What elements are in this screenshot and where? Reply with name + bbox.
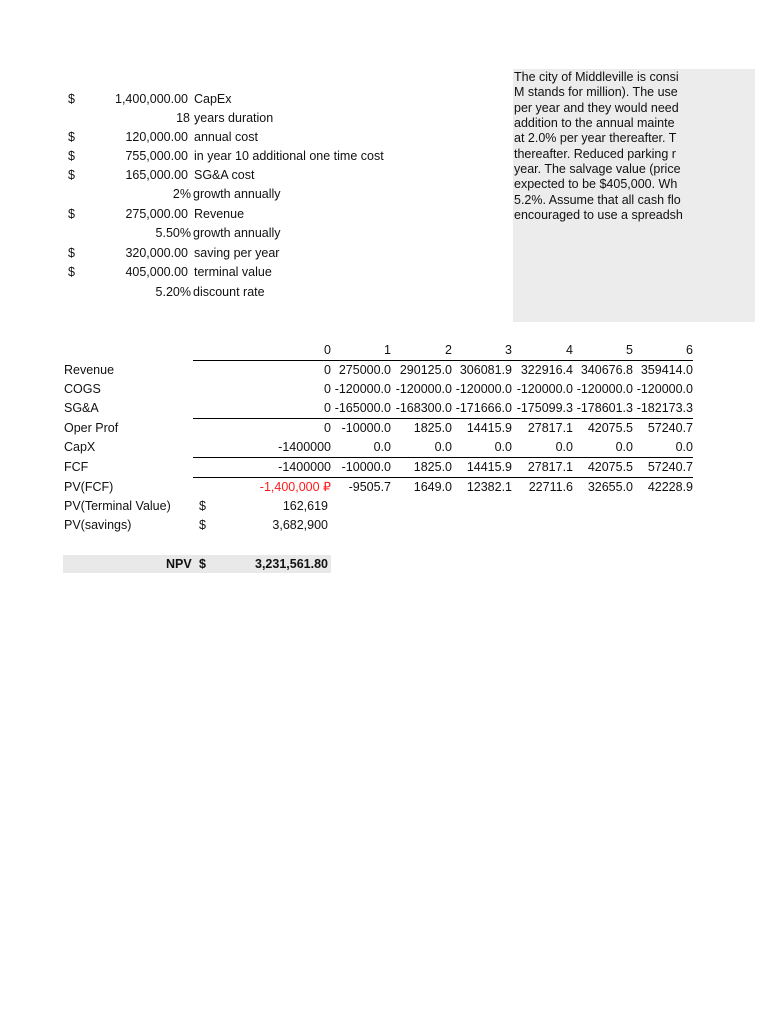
table-cell: 359414.0 bbox=[640, 363, 693, 377]
assumption-currency: $ bbox=[68, 265, 75, 279]
table-cell: 14415.9 bbox=[466, 421, 512, 435]
assumption-amount: 5.20% bbox=[155, 285, 191, 299]
assumption-label: SG&A cost bbox=[194, 168, 255, 182]
assumption-currency: $ bbox=[68, 207, 75, 221]
assumption-amount: 165,000.00 bbox=[125, 168, 188, 182]
table-cell: 322916.4 bbox=[520, 363, 573, 377]
table-cell: 0.0 bbox=[675, 440, 693, 454]
table-cell: -1400000 bbox=[278, 440, 331, 454]
table-cell: 0 bbox=[324, 421, 331, 435]
row-label: PV(savings) bbox=[64, 518, 132, 532]
table-cell: -120000.0 bbox=[334, 382, 391, 396]
note-line: The city of Middleville is consi bbox=[514, 70, 679, 84]
assumption-label: terminal value bbox=[194, 265, 272, 279]
pv-terminal-value: 162,619 bbox=[282, 499, 328, 513]
assumption-currency: $ bbox=[68, 246, 75, 260]
table-cell: 340676.8 bbox=[580, 363, 633, 377]
year-header: 3 bbox=[505, 343, 512, 357]
assumption-label: growth annually bbox=[193, 187, 281, 201]
table-cell: 1825.0 bbox=[413, 421, 452, 435]
pv-savings-value: 3,682,900 bbox=[272, 518, 328, 532]
note-line: thereafter. Reduced parking r bbox=[514, 147, 676, 161]
year-header: 0 bbox=[324, 343, 331, 357]
table-cell: 0.0 bbox=[373, 440, 391, 454]
assumption-amount: 275,000.00 bbox=[125, 207, 188, 221]
table-cell: 0 bbox=[324, 363, 331, 377]
assumption-amount: 120,000.00 bbox=[125, 130, 188, 144]
row-label: FCF bbox=[64, 460, 89, 474]
note-line: addition to the annual mainte bbox=[514, 116, 675, 130]
assumption-label: Revenue bbox=[194, 207, 245, 221]
npv-label: NPV bbox=[166, 557, 192, 571]
npv-currency: $ bbox=[199, 557, 206, 571]
table-cell: -120000.0 bbox=[576, 382, 633, 396]
table-cell: 42228.9 bbox=[647, 480, 693, 494]
assumption-label: in year 10 additional one time cost bbox=[194, 149, 384, 163]
row-label: PV(FCF) bbox=[64, 480, 114, 494]
assumption-label: discount rate bbox=[193, 285, 265, 299]
assumption-amount: 1,400,000.00 bbox=[115, 92, 188, 106]
assumption-label: annual cost bbox=[194, 130, 258, 144]
table-cell: 0.0 bbox=[494, 440, 512, 454]
note-line: encouraged to use a spreadsh bbox=[514, 208, 683, 222]
assumption-currency: $ bbox=[68, 130, 75, 144]
table-cell: 0.0 bbox=[434, 440, 452, 454]
table-cell: -9505.7 bbox=[348, 480, 391, 494]
table-cell: -120000.0 bbox=[455, 382, 512, 396]
note-line: M stands for million). The use bbox=[514, 85, 678, 99]
table-cell: -165000.0 bbox=[334, 401, 391, 415]
table-cell: 290125.0 bbox=[399, 363, 452, 377]
assumption-currency: $ bbox=[68, 149, 75, 163]
table-cell: -168300.0 bbox=[395, 401, 452, 415]
row-label: SG&A bbox=[64, 401, 99, 415]
table-cell: 0 bbox=[324, 401, 331, 415]
table-cell: -171666.0 bbox=[455, 401, 512, 415]
note-line: 5.2%. Assume that all cash flo bbox=[514, 193, 681, 207]
assumption-label: CapEx bbox=[194, 92, 232, 106]
table-cell: 12382.1 bbox=[466, 480, 512, 494]
table-cell: -120000.0 bbox=[636, 382, 693, 396]
table-cell: 57240.7 bbox=[647, 421, 693, 435]
note-line: year. The salvage value (price bbox=[514, 162, 681, 176]
assumption-label: years duration bbox=[194, 111, 274, 125]
table-cell: -120000.0 bbox=[395, 382, 452, 396]
year-header: 2 bbox=[445, 343, 452, 357]
table-cell: -175099.3 bbox=[516, 401, 573, 415]
table-cell: 275000.0 bbox=[338, 363, 391, 377]
table-cell: -182173.3 bbox=[636, 401, 693, 415]
table-cell-negative: -1,400,000 ₽ bbox=[259, 480, 331, 494]
assumption-currency: $ bbox=[68, 92, 75, 106]
table-cell: 42075.5 bbox=[587, 421, 633, 435]
table-cell: 27817.1 bbox=[527, 460, 573, 474]
table-cell: 32655.0 bbox=[587, 480, 633, 494]
note-line: expected to be $405,000. Wh bbox=[514, 177, 678, 191]
table-cell: -10000.0 bbox=[341, 421, 391, 435]
table-cell: -178601.3 bbox=[576, 401, 633, 415]
note-line: at 2.0% per year thereafter. T bbox=[514, 131, 677, 145]
year-header: 6 bbox=[686, 343, 693, 357]
year-header: 1 bbox=[384, 343, 391, 357]
assumption-amount: 5.50% bbox=[155, 226, 191, 240]
row-label: Revenue bbox=[64, 363, 115, 377]
table-cell: -10000.0 bbox=[341, 460, 391, 474]
table-cell: 0.0 bbox=[555, 440, 573, 454]
row-label: Oper Prof bbox=[64, 421, 119, 435]
npv-value: 3,231,561.80 bbox=[255, 557, 328, 571]
year-header: 5 bbox=[626, 343, 633, 357]
assumption-amount: 2% bbox=[172, 187, 191, 201]
table-cell: 1825.0 bbox=[413, 460, 452, 474]
problem-note bbox=[513, 69, 755, 322]
table-cell: 0 bbox=[324, 382, 331, 396]
table-cell: 27817.1 bbox=[527, 421, 573, 435]
year-header: 4 bbox=[566, 343, 573, 357]
assumption-amount: 755,000.00 bbox=[125, 149, 188, 163]
table-cell: 14415.9 bbox=[466, 460, 512, 474]
table-cell: -120000.0 bbox=[516, 382, 573, 396]
assumption-amount: 320,000.00 bbox=[125, 246, 188, 260]
table-cell: 57240.7 bbox=[647, 460, 693, 474]
assumption-currency: $ bbox=[68, 168, 75, 182]
table-cell: 0.0 bbox=[615, 440, 633, 454]
currency-symbol: $ bbox=[199, 518, 206, 532]
assumption-amount: 405,000.00 bbox=[125, 265, 188, 279]
table-cell: 1649.0 bbox=[413, 480, 452, 494]
currency-symbol: $ bbox=[199, 499, 206, 513]
table-cell: -1400000 bbox=[278, 460, 331, 474]
assumption-label: growth annually bbox=[193, 226, 281, 240]
note-line: per year and they would need bbox=[514, 101, 679, 115]
table-cell: 306081.9 bbox=[459, 363, 512, 377]
assumption-amount: 18 bbox=[176, 111, 190, 125]
table-cell: 42075.5 bbox=[587, 460, 633, 474]
assumption-label: saving per year bbox=[194, 246, 280, 260]
table-cell: 22711.6 bbox=[528, 480, 573, 494]
row-label: COGS bbox=[64, 382, 101, 396]
row-label: PV(Terminal Value) bbox=[64, 499, 171, 513]
row-label: CapX bbox=[64, 440, 96, 454]
